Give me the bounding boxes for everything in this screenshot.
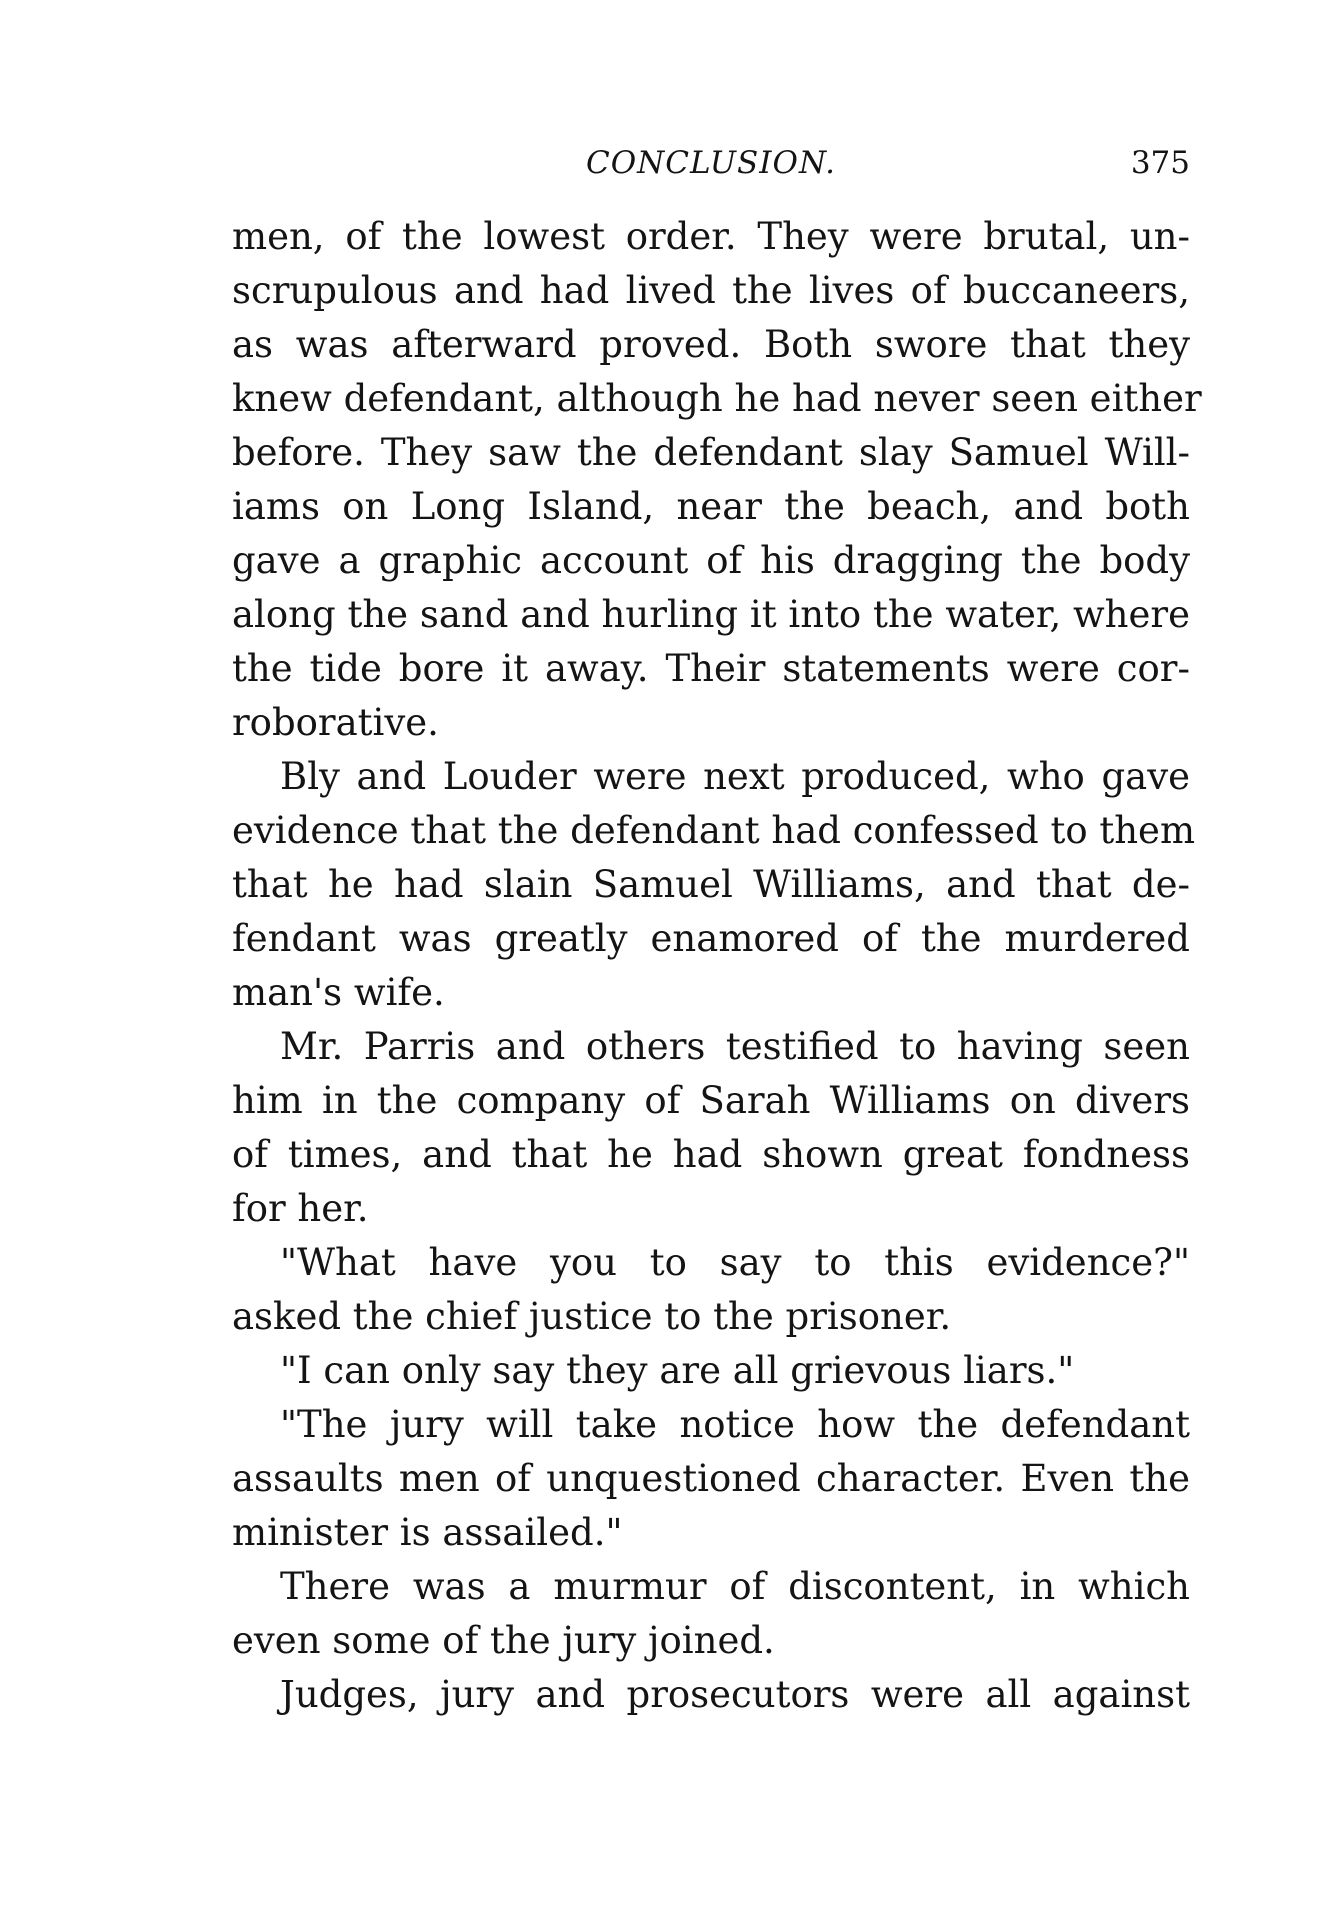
text-line: iams on Long Island, near the beach, and both bbox=[232, 485, 1190, 528]
text-line: of times, and that he had shown great fondness bbox=[232, 1133, 1190, 1176]
chapter-title: CONCLUSION. bbox=[586, 145, 836, 181]
paragraph bbox=[232, 1560, 1190, 1668]
text-line: minister is assailed." bbox=[232, 1511, 623, 1554]
text-line: "I can only say they are all grievous liars." bbox=[280, 1349, 1075, 1392]
paragraph bbox=[232, 1668, 1190, 1722]
paragraph bbox=[232, 1236, 1190, 1344]
text-line: fendant was greatly enamored of the murdered bbox=[232, 917, 1190, 960]
paragraph bbox=[232, 750, 1196, 1020]
text-line: that he had slain Samuel Williams, and that de- bbox=[232, 863, 1190, 906]
text-line: evidence that the defendant had confessed to them bbox=[232, 809, 1196, 852]
text-line: Mr. Parris and others testified to having seen bbox=[280, 1025, 1190, 1068]
text-line: gave a graphic account of his dragging the body bbox=[232, 539, 1190, 582]
text-line: roborative. bbox=[232, 701, 439, 744]
text-line: There was a murmur of discontent, in which bbox=[280, 1565, 1190, 1608]
text-line: men, of the lowest order. They were brutal, un- bbox=[232, 215, 1190, 258]
text-line: even some of the jury joined. bbox=[232, 1619, 775, 1662]
paragraph bbox=[232, 1398, 1190, 1560]
running-head bbox=[232, 138, 1190, 188]
text-line: scrupulous and had lived the lives of buccaneers, bbox=[232, 269, 1190, 312]
text-line: the tide bore it away. Their statements were cor- bbox=[232, 647, 1190, 690]
body-text bbox=[232, 210, 1202, 1722]
text-line: man's wife. bbox=[232, 971, 445, 1014]
text-line: "What have you to say to this evidence?" bbox=[280, 1241, 1190, 1284]
text-line: "The jury will take notice how the defendant bbox=[280, 1403, 1190, 1446]
paragraph bbox=[232, 1020, 1190, 1236]
page-number: 375 bbox=[1130, 145, 1190, 181]
text-line: him in the company of Sarah Williams on divers bbox=[232, 1079, 1190, 1122]
text-line: knew defendant, although he had never seen either bbox=[232, 377, 1202, 420]
text-line: before. They saw the defendant slay Samuel Will- bbox=[232, 431, 1190, 474]
paragraph bbox=[232, 210, 1202, 750]
text-line: Judges, jury and prosecutors were all against bbox=[280, 1673, 1190, 1716]
text-line: for her. bbox=[232, 1187, 369, 1230]
text-line: asked the chief justice to the prisoner. bbox=[232, 1295, 952, 1338]
text-line: assaults men of unquestioned character. Even the bbox=[232, 1457, 1190, 1500]
paragraph bbox=[232, 1344, 1190, 1398]
text-line: as was afterward proved. Both swore that they bbox=[232, 323, 1190, 366]
text-line: along the sand and hurling it into the water, where bbox=[232, 593, 1190, 636]
text-line: Bly and Louder were next produced, who gave bbox=[280, 755, 1190, 798]
